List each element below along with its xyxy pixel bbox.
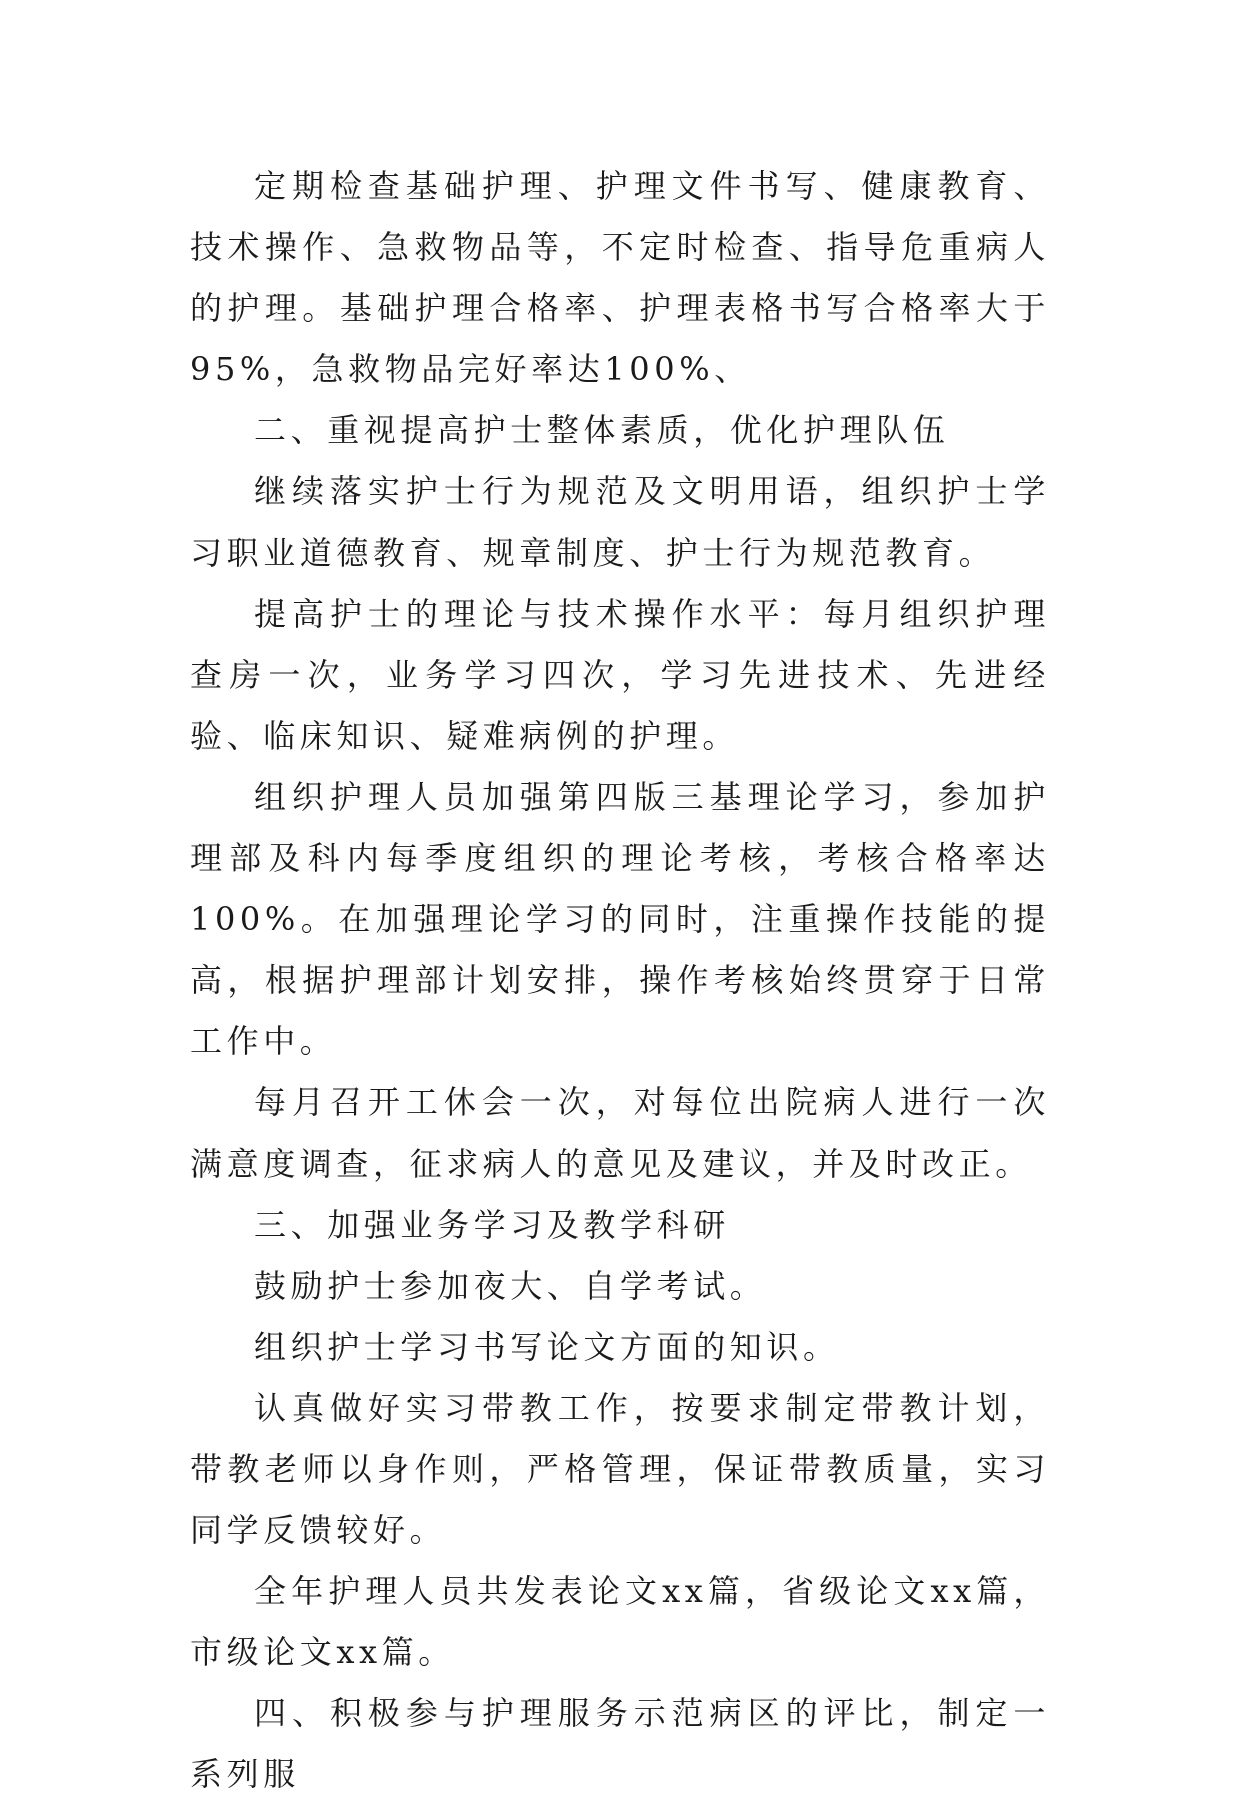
paragraph-theory-skills: 提高护士的理论与技术操作水平：每月组织护理查房一次，业务学习四次，学习先进技术、先进经验、临床知识、疑难病例的护理。 xyxy=(190,594,1050,755)
paragraph-exams: 鼓励护士参加夜大、自学考试。 xyxy=(254,1266,767,1305)
section-heading-2: 二、重视提高护士整体素质，优化护理队伍 xyxy=(254,411,950,450)
paragraph-internship: 认真做好实习带教工作，按要求制定带教计划，带教老师以身作则，严格管理，保证带教质量，实习同学反馈较好。 xyxy=(190,1388,1050,1550)
paragraph-paper-writing: 组织护士学习书写论文方面的知识。 xyxy=(254,1327,840,1366)
document-body xyxy=(190,156,1050,1806)
paragraph-publications: 全年护理人员共发表论文xx篇，省级论文xx篇，市级论文xx篇。 xyxy=(190,1572,1050,1672)
paragraph-three-basics: 组织护理人员加强第四版三基理论学习，参加护理部及科内每季度组织的理论考核，考核合格率达100%。在加强理论学习的同时，注重操作技能的提高，根据护理部计划安排，操作考核始终贯穿于日常工作中。 xyxy=(190,777,1050,1061)
paragraph-patient-meeting: 每月召开工休会一次，对每位出院病人进行一次满意度调查，征求病人的意见及建议，并及时改正。 xyxy=(190,1083,1050,1183)
paragraph-conduct: 继续落实护士行为规范及文明用语，组织护士学习职业道德教育、规章制度、护士行为规范教育。 xyxy=(190,472,1050,572)
section-heading-4: 四、积极参与护理服务示范病区的评比，制定一系列服 xyxy=(190,1694,1050,1794)
section-heading-3: 三、加强业务学习及教学科研 xyxy=(254,1205,730,1244)
paragraph-inspection: 定期检查基础护理、护理文件书写、健康教育、技术操作、急救物品等，不定时检查、指导危重病人的护理。基础护理合格率、护理表格书写合格率大于95%，急救物品完好率达100%、 xyxy=(190,167,1050,389)
